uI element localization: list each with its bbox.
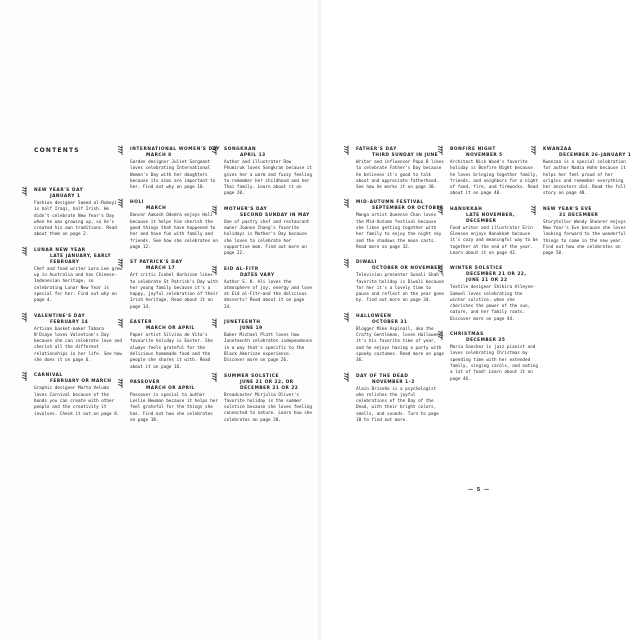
contents-entry [34, 373, 124, 417]
holiday-description: Kwanzaa is a special celebration for author Nadia Hohn because it helps her feel proud of her origins and remember everything her ancestors did. Read the full story on page 48. [543, 160, 626, 197]
contents-entry [356, 314, 446, 365]
holiday-description: Textile designer Shikira Alleyne-Samuel loves celebrating the winter solstice, when she cherishes the power of the sun, nature, and her family roots. Discover more on page 44. [450, 285, 536, 322]
holiday-description: Passover is special to author Leslie Newman because it helps her feel grateful for the things she has. Find out how she celebrates on page 18. [130, 392, 218, 424]
holiday-description: Paper artist Silvina de Vita's favourite holiday is Easter. She always feels grateful for the delicious homemade food and the people she shares it with. Read about it on page 16. [130, 333, 213, 370]
holiday-description: Television presenter Sonali Shah's favorite holiday is Diwali because for her it's a lovely time to pause and reflect on the year gone by. Find out more on page 34. [356, 273, 444, 304]
holiday-name: DAY OF THE DEAD [356, 373, 409, 379]
sprig-icon [21, 371, 29, 381]
contents-entry [130, 147, 220, 191]
holiday-date: MARCH OR APRIL [146, 326, 195, 332]
holiday-date: DECEMBER 26–JANUARY 1 [559, 153, 632, 158]
contents-entry [224, 320, 314, 364]
sprig-icon [21, 186, 29, 196]
holiday-date: SECOND SUNDAY IN MAY [240, 212, 310, 218]
holiday-date: NOVEMBER 5 [466, 153, 503, 158]
holiday-name: PASSOVER [130, 379, 160, 385]
holiday-name: DIWALI [356, 260, 377, 266]
holiday-description: Broadcaster Mirjulia Oliver's favorite holiday is the summer solstice because she loves feeling connected to nature. Learn how she celebrates on page 28. [224, 392, 312, 423]
holiday-date: APRIL 13 [240, 153, 266, 158]
holiday-name: BONFIRE NIGHT [450, 147, 496, 152]
holiday-date: MARCH 8 [146, 153, 172, 158]
contents-entry [224, 267, 314, 311]
contents-entry [224, 374, 314, 424]
sprig-icon [343, 145, 351, 155]
contents-entry [130, 260, 220, 311]
holiday-name: VALENTINE'S DAY [34, 313, 86, 319]
holiday-description: Chef and food writer Lara Lee grew up in Australia and has Chinese-Indonesian heritage, so celebrating Lunar New Year is special for her. Find out why on page 4. [34, 266, 122, 304]
holiday-date: LATE NOVEMBER, DECEMBER [466, 212, 515, 224]
holiday-name: LUNAR NEW YEAR [34, 247, 86, 253]
holiday-description: Writer and influencer Papa B likes to celebrate Father's Day because he believes it's good to talk about and appreciate fatherhood. See how he marks it on page 30. [356, 160, 444, 191]
sprig-icon [117, 198, 125, 208]
contents-column-5 [450, 147, 540, 392]
contents-entry [450, 266, 540, 323]
holiday-date: MARCH [146, 206, 167, 212]
contents-entry [224, 147, 314, 198]
contents-entry [356, 260, 446, 304]
holiday-description: Dancer Aakash Odedra enjoys Holi because it helps him cherish the good things that have happened to her and have fun with family and friends. See how she celebrates on page 12. [130, 213, 218, 250]
holiday-description: Graphic designer Marta Veludo loves Carnival because of the bonds you can create with other people and the creativity it involves. Check it out on page 8. [34, 386, 120, 417]
sprig-icon [343, 312, 351, 322]
contents-entry [34, 188, 124, 239]
holiday-name: HALLOWEEN [356, 313, 392, 319]
holiday-name: NEW YEAR'S EVE [543, 206, 592, 212]
sprig-icon [437, 205, 445, 215]
holiday-date: NOVEMBER 1–2 [372, 379, 415, 385]
contents-entry [356, 200, 446, 251]
contents-entry [356, 147, 446, 191]
page-gutter [318, 0, 322, 640]
contents-column-6 [543, 147, 633, 267]
sprig-icon [343, 258, 351, 268]
holiday-description: One of pastry chef and restaurant owner Joanne Chang's favorite holidays is Mother's Day because she loves to celebrate her supportive mom. Find out more on page 22. [224, 219, 310, 257]
holiday-name: NEW YEAR'S DAY [34, 188, 84, 193]
holiday-name: FATHER'S DAY [356, 147, 397, 152]
holiday-name: CHRISTMAS [450, 332, 484, 338]
holiday-name: KWANZAA [543, 147, 572, 152]
holiday-description: Art critic Isobel Harbison likes to celebrate St Patrick's Day with her young family because it's a happy, joyful celebration of their Irish heritage. Read about it on page 14. [130, 273, 218, 310]
sprig-icon [117, 378, 125, 388]
holiday-name: JUNETEENTH [224, 320, 261, 326]
holiday-date: 31 DECEMBER [559, 212, 599, 218]
holiday-name: SUMMER SOLSTICE [224, 373, 280, 379]
contents-entry [130, 320, 220, 371]
holiday-name: MID-AUTUMN FESTIVAL [356, 200, 424, 206]
sprig-icon [343, 198, 351, 208]
holiday-date: MARCH 17 [146, 266, 176, 272]
holiday-name: CARNIVAL [34, 373, 63, 379]
holiday-name: EID AL-FITR [224, 266, 259, 272]
holiday-date: LATE JANUARY, EARLY FEBRUARY [50, 253, 112, 265]
sprig-icon [211, 145, 219, 155]
sprig-icon [530, 145, 538, 155]
sprig-icon [437, 264, 445, 274]
holiday-name: EASTER [130, 320, 153, 326]
contents-entry [224, 207, 314, 258]
holiday-description: Author S. K. Ali loves the atmosphere of joy, energy and love at Eid al-Fitr—and the delicious desserts! Read about it on page 24. [224, 279, 312, 310]
holiday-date: FEBRUARY OR MARCH [50, 379, 112, 385]
page-number: — 5 — [468, 487, 490, 493]
contents-column-4 [356, 147, 446, 433]
contents-entry [450, 332, 540, 383]
sprig-icon [21, 312, 29, 322]
sprig-icon [211, 265, 219, 275]
holiday-description: Maria Sanchez is jazz pianist and loves celebrating Christmas by spending time with her extended family, singing carols, and eating a lot of food! Learn about it on page 46. [450, 345, 538, 382]
holiday-name: INTERNATIONAL WOMEN'S DAY [130, 147, 220, 152]
sprig-icon [211, 318, 219, 328]
contents-column-3 [224, 147, 314, 433]
contents-entry [130, 380, 220, 424]
holiday-description: Artisan basket-maker Tabara N'Diaye loves Valentine's Day because she can celebrate love and cherish all the different relationships in her life. See how she does it on page 6. [34, 326, 122, 364]
holiday-name: HOLI [130, 200, 144, 206]
holiday-date: MARCH OR APRIL [146, 385, 195, 391]
holiday-name: MOTHER'S DAY [224, 206, 268, 212]
contents-entry [450, 147, 540, 198]
holiday-date: OCTOBER OR NOVEMBER [372, 266, 442, 272]
contents-column-2 [130, 147, 220, 433]
holiday-description: Storyteller Wendy Shearer enjoys New Year's Eve because she loves looking forward to the wonderful things to come in the new year. Find out how she celebrates on page 50. [543, 219, 626, 257]
sprig-icon [530, 205, 538, 215]
holiday-description: Author and illustrator Dow Phumiruk loves Songkran because it gives her a warm and fuzzy feeling to remember her childhood and her Thai family. Learn about it on page 20. [224, 160, 312, 197]
holiday-date: JUNE 19 [240, 326, 263, 332]
holiday-date: DATES VARY [240, 272, 275, 278]
holiday-date: DECEMBER 25 [466, 338, 506, 344]
sprig-icon [343, 372, 351, 382]
sprig-icon [211, 372, 219, 382]
sprig-icon [117, 258, 125, 268]
holiday-description: Food writer and illustrator Erin Gleeson enjoys Hanukkah because it's cozy and meaningful way to be together at the end of the year. Learn about it on page 42. [450, 225, 538, 256]
holiday-description: Architect Nick Wood's favorite holiday is Bonfire Night because he loves bringing together family, friends, and neighbors for a night of food, fire, and fireworks. Read about it on page 40. [450, 160, 538, 197]
holiday-description: Fashion designer Saeed al-Rubeyi is half Iraqi, half Irish. He didn't celebrate New Year's Day when he was growing up, so he's created his own traditions. Read about them on page 2. [34, 201, 117, 238]
holiday-description: Garden designer Juliet Sargeant loves celebrating International Women's Day with her daughters because its aims are important to her. Find out why on page 10. [130, 160, 216, 191]
holiday-name: WINTER SOLSTICE [450, 266, 503, 272]
sprig-icon [437, 145, 445, 155]
holiday-date: JANUARY 1 [50, 194, 81, 199]
contents-entry [34, 314, 124, 365]
holiday-description: Alain Briseño is a psychologist who relishes the joyful celebrations of the Day of the Dead, with their bright colors, smells, and sounds. Turn to page 38 to find out more. [356, 386, 439, 424]
holiday-name: ST PATRICK'S DAY [130, 260, 183, 266]
holiday-date: FEBRUARY 14 [50, 319, 89, 325]
holiday-date: THIRD SUNDAY IN JUNE [372, 153, 439, 158]
contents-entry [543, 147, 633, 198]
holiday-date: DECEMBER 21 OR 22, JUNE 21 OR 22 [466, 272, 527, 284]
holiday-date: JUNE 21 OR 22, OR DECEMBER 21 OR 22 [240, 379, 299, 391]
contents-entry [356, 374, 446, 425]
contents-entry [543, 207, 633, 258]
holiday-name: HANUKKAH [450, 206, 483, 212]
sprig-icon [211, 205, 219, 215]
holiday-name: SONGKRAN [224, 147, 257, 152]
contents-entry [130, 200, 220, 251]
holiday-description: Blogger Mike Aspinall, aka the Crafty Gentleman, loves Halloween; it's his favorite time of year, and he enjoys having a party with spooky costumes. Read more on page 36. [356, 326, 444, 364]
sprig-icon [117, 318, 125, 328]
holiday-date: OCTOBER 31 [372, 319, 408, 325]
sprig-icon [117, 145, 125, 155]
sprig-icon [21, 246, 29, 256]
contents-entry [450, 207, 540, 257]
holiday-description: Baker Michael Platt loves how Juneteenth celebrates independence in a way that's specific to the Black American experience. Discover more on page 26. [224, 333, 312, 364]
sprig-icon [437, 330, 445, 340]
holiday-description: Manga artist Queenie Chan loves the Mid-Autumn festival because she likes getting together with her family to enjoy the night sky and the shadows the moon casts. Read more on page 32. [356, 213, 442, 250]
contents-entry [34, 248, 124, 305]
contents-heading: CONTENTS [34, 147, 80, 154]
holiday-date: SEPTEMBER OR OCTOBER [372, 206, 444, 212]
contents-column-1 [34, 188, 124, 427]
